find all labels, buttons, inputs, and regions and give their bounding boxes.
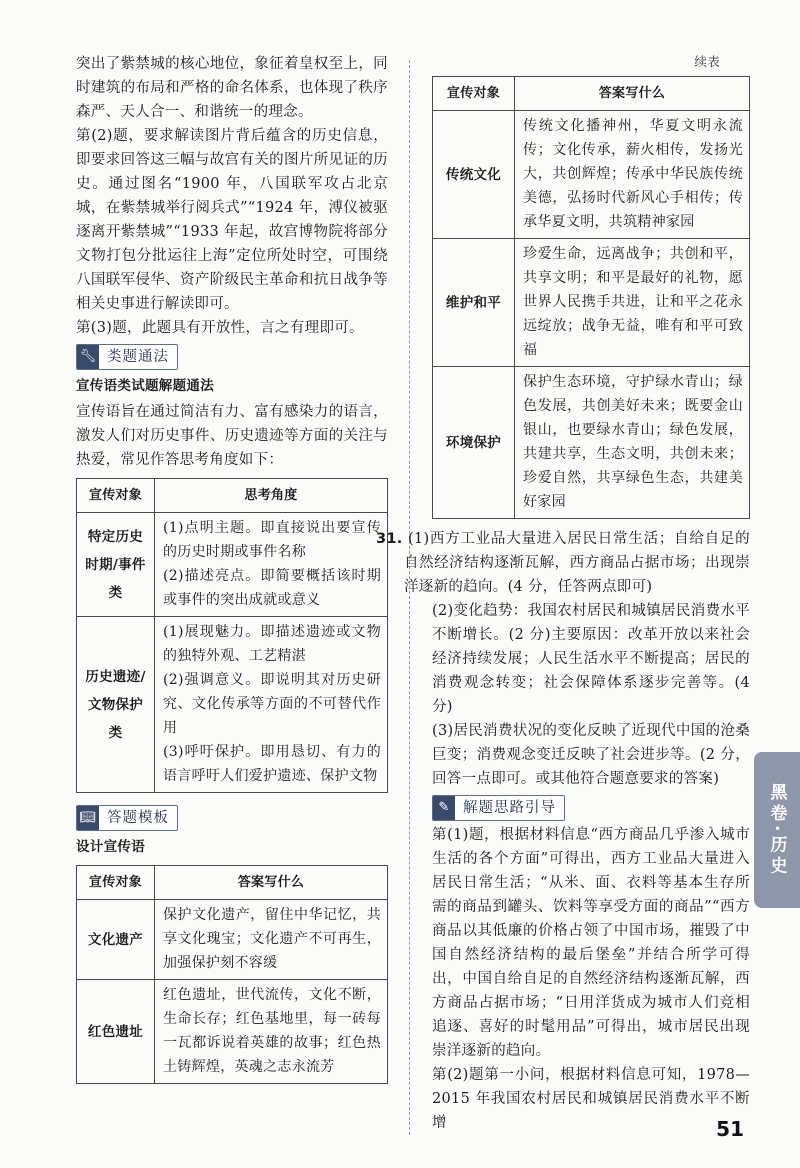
q31-part1 — [376, 527, 750, 599]
table-header-cell: 宣传对象 — [77, 866, 155, 900]
table-row — [77, 617, 388, 793]
q31-part2: (2)变化趋势：我国农村居民和城镇居民消费水平不断增长。(2 分)主要原因：改革开放以来社会经济持续发展；人民生活水平不断提高；居民的消费观念转变；社会保障体系逐步完善等。(4 分) — [432, 603, 750, 715]
book-icon: 📖︎ — [77, 806, 99, 830]
table-header-cell: 答案写什么 — [155, 866, 388, 900]
table-header-cell: 答案写什么 — [515, 77, 750, 111]
method-paragraph: 宣传语旨在通过简洁有力、富有感染力的语言，激发人们对历史事件、历史遗迹等方面的关注与热爱，常见作答思考角度如下： — [76, 404, 388, 468]
table-row-value: (1)点明主题。即直接说出要宣传的历史时期或事件名称 (2)描述亮点。即简要概括该时期或事件的突出成就或意义 — [155, 513, 388, 617]
table-row — [77, 513, 388, 617]
table-row — [77, 900, 388, 980]
table-header-cell: 宣传对象 — [77, 479, 155, 513]
table-header-row — [77, 866, 388, 900]
table-row-key: 文化遗产 — [77, 900, 155, 980]
table-row — [77, 980, 388, 1084]
table-header-row — [77, 479, 388, 513]
pencil-icon: ✎ — [433, 796, 455, 820]
method-subheading: 宣传语类试题解题通法 — [76, 378, 214, 394]
slogan-table-continued — [432, 76, 750, 519]
q31-part3: (3)居民消费状况的变化反映了近现代中国的沧桑巨变；消费观念变迁反映了社会进步等。(2 分，回答一点即可。或其他符合题意要求的答案) — [432, 723, 750, 787]
table-header-row — [433, 77, 750, 111]
table-row-key: 历史遗迹/文物保护类 — [77, 617, 155, 793]
right-column — [376, 52, 750, 1135]
section-header-analysis-label: 解题思路引导 — [463, 800, 556, 816]
q31-part1-text: (1)西方工业品大量进入居民日常生活；自给自足的自然经济结构逐渐瓦解，西方商品占据市场；出现崇洋逐新的趋向。(4 分，任答两点即可) — [404, 531, 750, 595]
table-row-value: 红色遗址，世代流传，文化不断，生命长存；红色基地里，每一砖每一瓦都诉说着英雄的故事；红色热土铸辉煌，英魂之志永流芳 — [155, 980, 388, 1084]
table-row-value: 传统文化播神州，华夏文明永流传；文化传承，薪火相传，发扬光大，共创辉煌；传承中华民族传统美德，弘扬时代新风心手相传；传承华夏文明，共筑精神家园 — [515, 111, 750, 239]
table-row-value: 保护文化遗产，留住中华记忆，共享文化瑰宝；文化遗产不可再生，加强保护刻不容缓 — [155, 900, 388, 980]
table-row-value: (1)展现魅力。即描述遗迹或文物的独特外观、工艺精湛 (2)强调意义。即说明其对历史研究、文化传承等方面的不可替代作用 (3)呼吁保护。即用恳切、有力的语言呼吁人们爱护遗迹、保护文物 — [155, 617, 388, 793]
section-header-analysis — [432, 795, 565, 821]
side-tab-label: 黑卷·历史 — [754, 752, 800, 908]
question-number: 31. — [376, 531, 403, 547]
thinking-angle-table — [76, 478, 388, 793]
q2-paragraph: 第(2)题，要求解读图片背后蕴含的历史信息，即要求回答这三幅与故宫有关的图片所见证的历史。通过图名“1900 年，八国联军攻占北京城，在紫禁城举行阅兵式”“1924 年，溥仪被驱逐离开紫禁城”“1933 年起，故宫博物院将部分文物打包分批运往上海”定位所处时空，可围绕八国联军侵华、资产阶级民主革命和抗日战争等相关史事进行解读即可。 — [76, 128, 388, 312]
table-header-cell: 思考角度 — [155, 479, 388, 513]
intro-paragraph: 突出了紫禁城的核心地位，象征着皇权至上，同时建筑的布局和严格的命名体系，也体现了秩序森严、天人合一、和谐统一的理念。 — [76, 56, 388, 120]
table-row-key: 红色遗址 — [77, 980, 155, 1084]
table-row-value: 珍爱生命，远离战争；共创和平，共享文明；和平是最好的礼物，愿世界人民携手共进，让和平之花永远绽放；战争无益，唯有和平可致福 — [515, 239, 750, 367]
table-row-key: 传统文化 — [433, 111, 515, 239]
section-header-template-label: 答题模板 — [107, 810, 169, 826]
table-row-key: 维护和平 — [433, 239, 515, 367]
analysis-paragraph-1: 第(1)题，根据材料信息“西方商品几乎渗入城市生活的各个方面”可得出，西方工业品大量进入居民日常生活；“从米、面、衣料等基本生存所需的商品到罐头、饮料等享受方面的商品”“西方商品以其低廉的价格占领了中国市场，摧毁了中国自然经济结构的最后堡垒”并结合所学可得出，中国自给自足的自然经济结构逐渐瓦解，西方商品占据市场；“日用洋货成为城市人们竞相追逐、喜好的时髦用品”可得出，城市居民出现崇洋逐新的趋向。 — [432, 827, 750, 1059]
page-number: 51 — [716, 1117, 744, 1141]
left-column — [76, 52, 388, 1092]
analysis-paragraph-2: 第(2)题第一小问，根据材料信息可知，1978—2015 年我国农村居民和城镇居民消费水平不断增 — [432, 1067, 750, 1131]
table-header-cell: 宣传对象 — [433, 77, 515, 111]
section-header-method — [76, 344, 178, 370]
table-row — [433, 111, 750, 239]
template-subheading: 设计宣传语 — [76, 839, 145, 855]
q3-paragraph: 第(3)题，此题具有开放性，言之有理即可。 — [76, 320, 364, 336]
section-header-template — [76, 805, 178, 831]
section-header-method-label: 类题通法 — [107, 349, 169, 365]
continued-label: 续表 — [694, 54, 720, 69]
table-row — [433, 239, 750, 367]
table-row — [433, 367, 750, 519]
table-row-key: 环境保护 — [433, 367, 515, 519]
slogan-table — [76, 865, 388, 1084]
table-row-key: 特定历史时期/事件类 — [77, 513, 155, 617]
table-row-value: 保护生态环境，守护绿水青山；绿色发展，共创美好未来；既要金山银山，也要绿水青山；绿色发展，共建共享，生态文明，共创未来；珍爱自然，共享绿色生态，共建美好家园 — [515, 367, 750, 519]
wrench-icon: 🔧︎ — [77, 345, 99, 369]
